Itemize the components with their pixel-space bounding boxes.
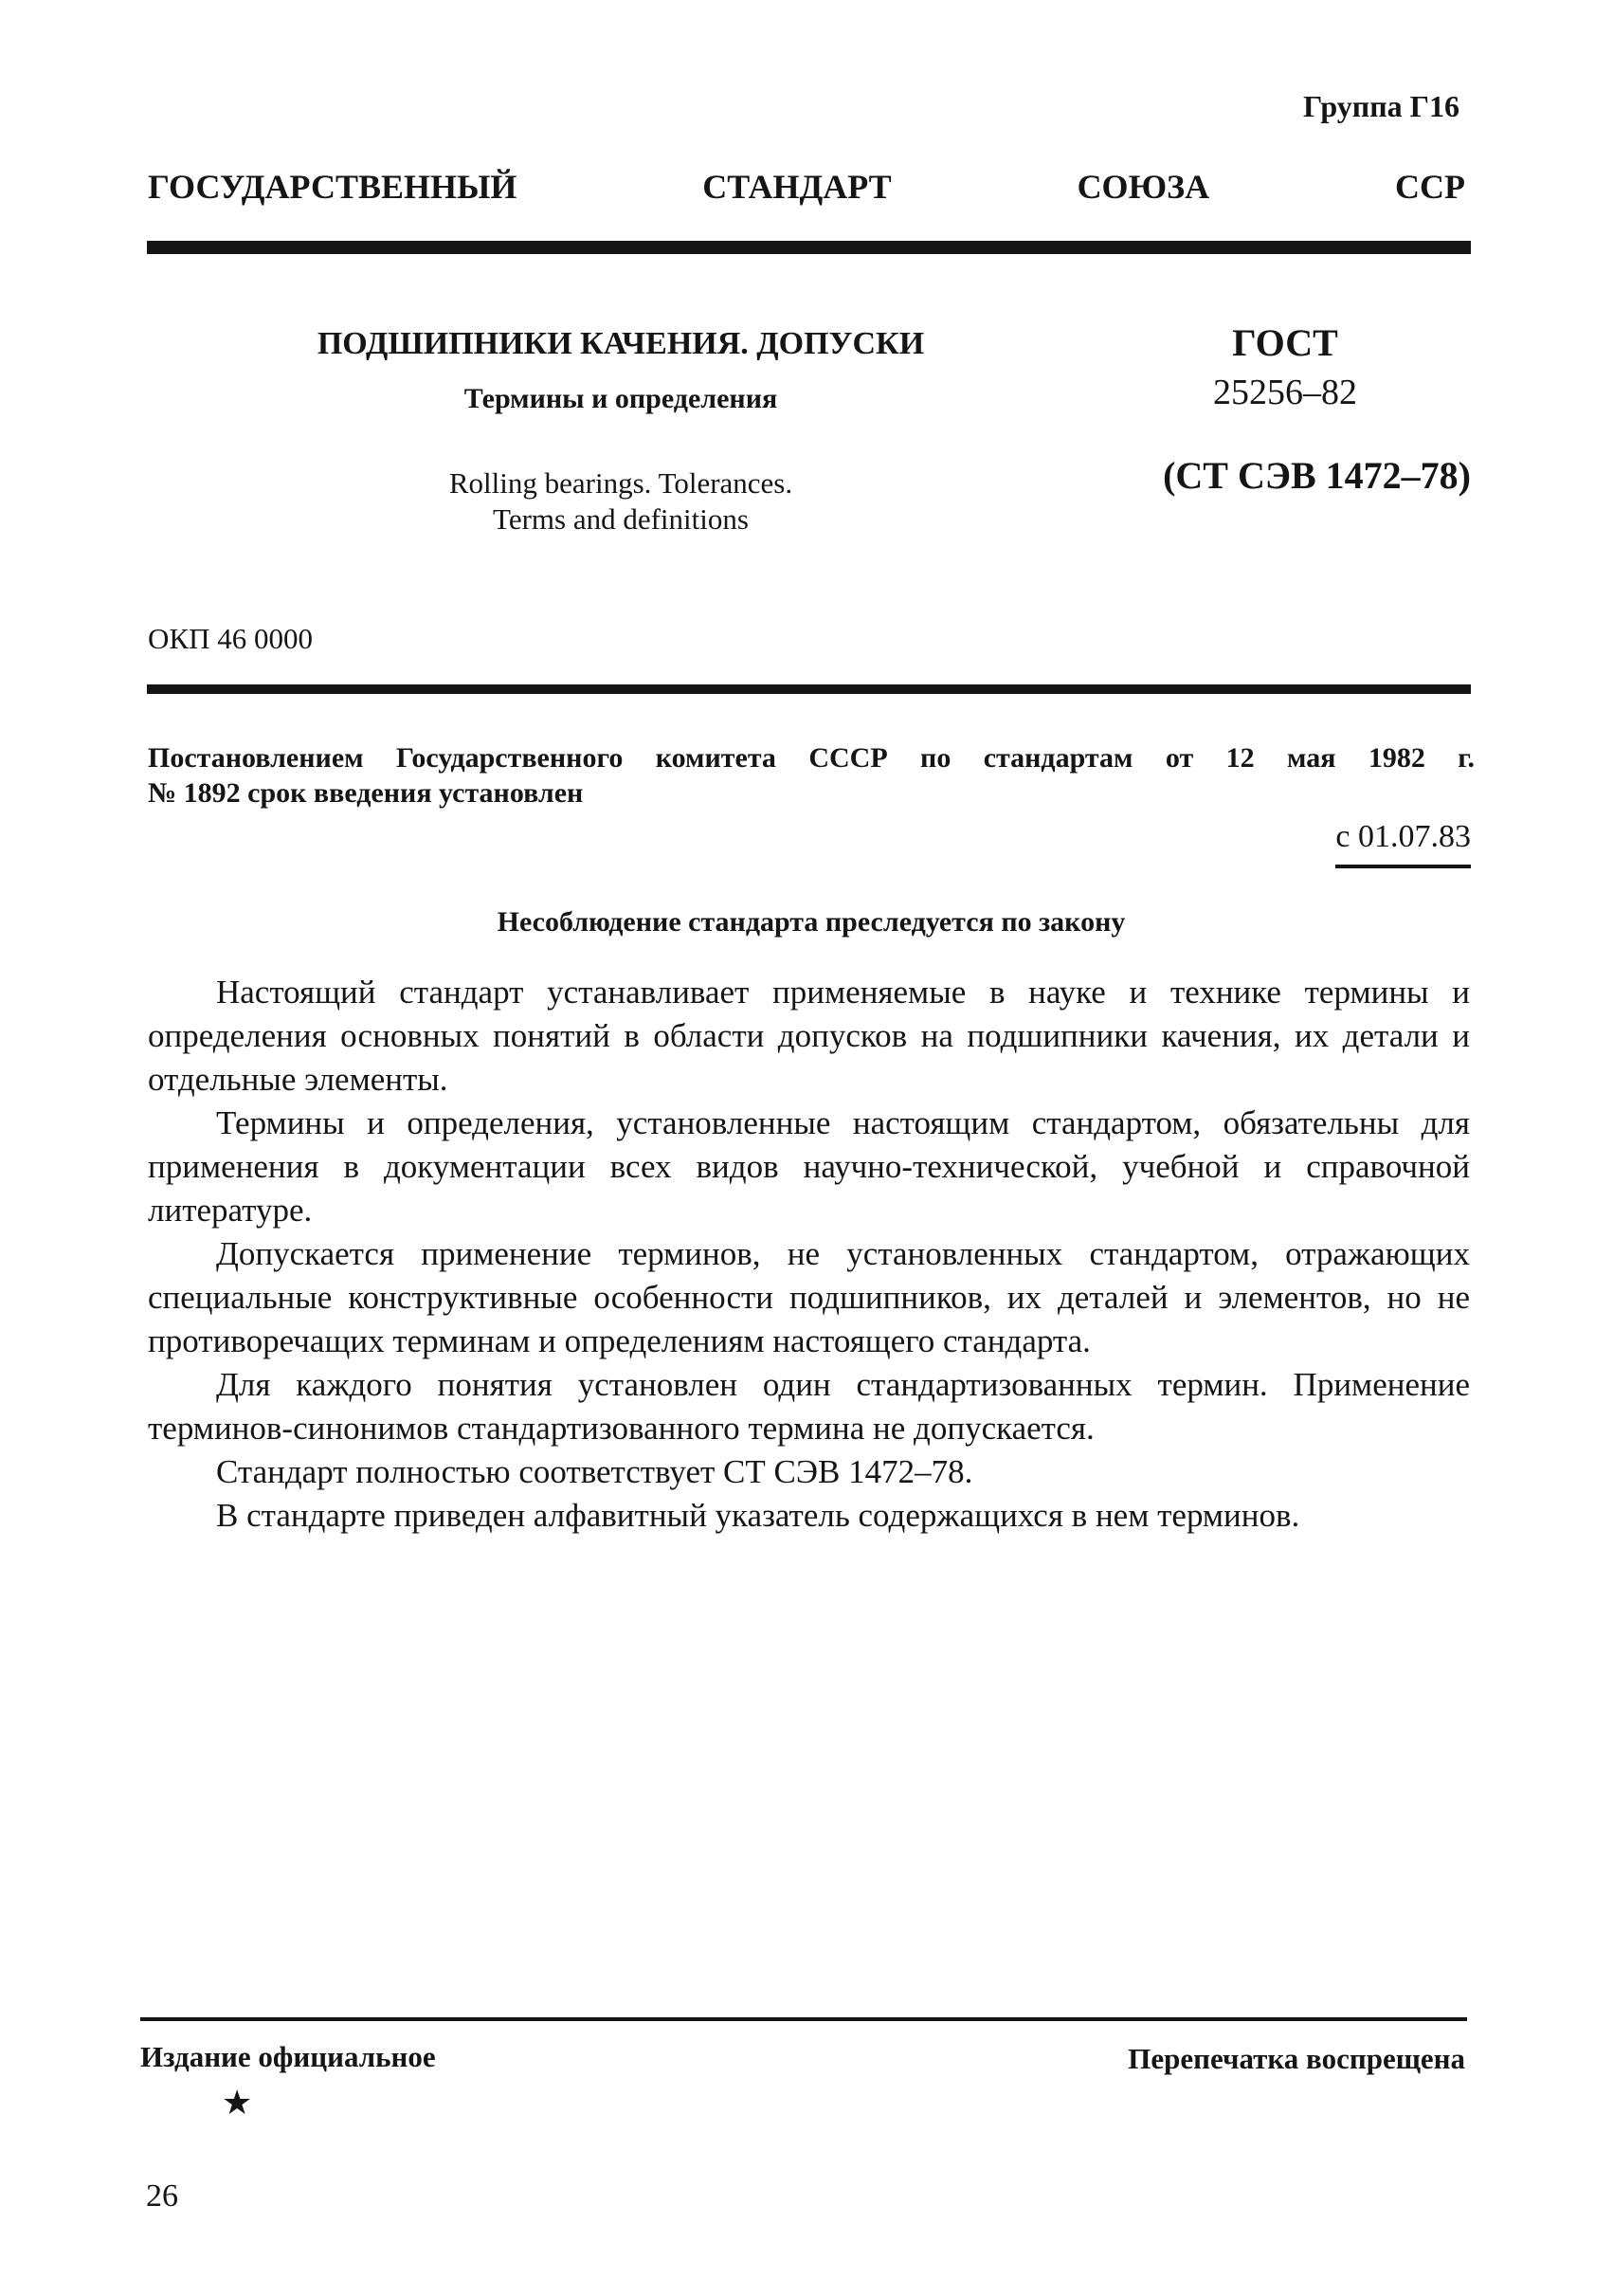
- okp-code: ОКП 46 0000: [148, 622, 313, 655]
- header-divider: [147, 241, 1471, 254]
- header-word-union: СОЮЗА: [1077, 168, 1210, 206]
- header-word-state: ГОСУДАРСТВЕННЫЙ: [148, 168, 517, 206]
- paragraph: В стандарте приведен алфавитный указатель содержащихся в нем терминов.: [216, 1497, 1300, 1534]
- paragraph: Для каждого понятия установлен один стандартизованных термин. Применение терминов-синонимов стандартизованного термина не допускается.: [148, 1366, 1470, 1447]
- paragraph: Допускается применение терминов, не установленных стандартом, отражающих специальные конструктивные особенности подшипников, их деталей и элементов, но не противоречащих терминам и определениям настоящего стандарта.: [148, 1235, 1470, 1359]
- paragraph: Стандарт полностью соответствует СТ СЭВ 1472–78.: [216, 1453, 973, 1490]
- state-standard-header: [148, 167, 1465, 207]
- reprint-prohibited-label: Перепечатка воспрещена: [1128, 2042, 1465, 2075]
- okp-divider: [147, 684, 1471, 694]
- header-word-standard: СТАНДАРТ: [702, 168, 892, 206]
- document-title: ПОДШИПНИКИ КАЧЕНИЯ. ДОПУСКИ: [317, 326, 925, 361]
- star-icon: ★: [222, 2084, 253, 2122]
- decree-line-2: № 1892 срок введения установлен: [148, 777, 584, 809]
- effective-date: с 01.07.83: [1335, 819, 1471, 868]
- paragraph: Термины и определения, установленные настоящим стандартом, обязательны для применения в документации всех видов научно-технической, учебной и справочной литературе.: [148, 1104, 1470, 1229]
- page-number: 26: [146, 2178, 178, 2214]
- english-title-line-1: Rolling bearings. Tolerances.: [448, 466, 793, 500]
- decree-line-1: Постановлением Государственного комитета СССР по стандартам от 12 мая 1982 г.: [148, 742, 1475, 774]
- gost-label: ГОСТ: [1232, 321, 1338, 364]
- st-sev-reference: (СТ СЭВ 1472–78): [1163, 454, 1471, 497]
- footer-divider: [140, 2017, 1467, 2021]
- document-subtitle: Термины и определения: [463, 383, 778, 414]
- group-label: Группа Г16: [1303, 89, 1459, 123]
- gost-number: 25256–82: [1213, 373, 1357, 412]
- legal-warning: Несоблюдение стандарта преследуется по закону: [497, 906, 1126, 938]
- body-text: [148, 971, 1470, 1538]
- header-word-ssr: ССР: [1395, 168, 1465, 206]
- official-edition-label: Издание официальное: [140, 2040, 436, 2073]
- english-title-line-2: Terms and definitions: [493, 502, 749, 536]
- paragraph: Настоящий стандарт устанавливает применяемые в науке и технике термины и определения основных понятий в области допусков на подшипники качения, их детали и отдельные элементы.: [148, 974, 1470, 1098]
